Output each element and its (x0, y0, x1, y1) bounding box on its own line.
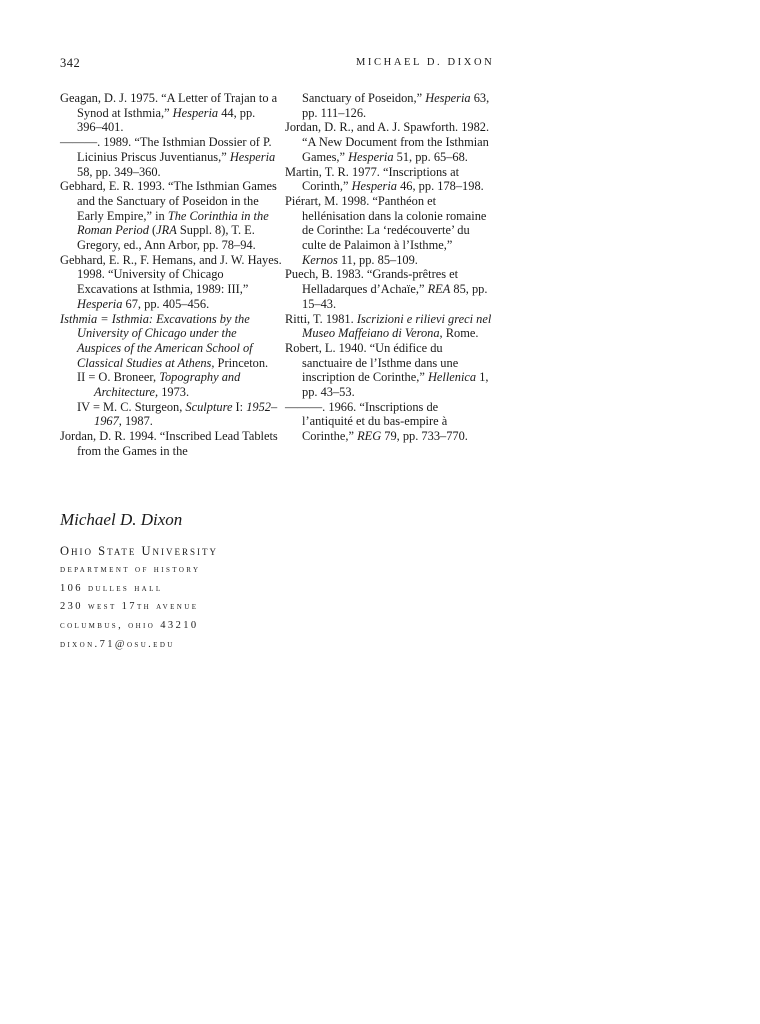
reference-entry: Martin, T. R. 1977. “Inscriptions at Corinth,” Hesperia 46, pp. 178–198. (285, 164, 484, 194)
reference-entry: Piérart, M. 1998. “Panthéon et hellénisation dans la colonie romaine de Corinthe: La ‘redécouverte’ du culte de Palaimon à l’Isthme,” Kernos 11, pp. 85–109. (285, 193, 487, 267)
reference-entry: Puech, B. 1983. “Grands-prêtres et Helladarques d’Achaïe,” REA 85, pp. 15–43. (285, 267, 488, 311)
author-affiliation (60, 542, 218, 655)
references-column-right (285, 91, 490, 444)
affiliation-department: department of history (60, 563, 201, 575)
reference-entry: Jordan, D. R., and A. J. Spawforth. 1982. “A New Document from the Isthmian Games,” Hesperia 51, pp. 65–68. (285, 120, 490, 164)
reference-entry: II = O. Broneer, Topography and Architecture, 1973. (77, 370, 241, 400)
reference-entry: ———. 1989. “The Isthmian Dossier of P. Licinius Priscus Juventianus,” Hesperia 58, pp. 349–360. (60, 135, 276, 179)
reference-entry: Museo Maffeiano di Verona, Rome. (302, 326, 479, 341)
reference-entry: Geagan, D. J. 1975. “A Letter of Trajan to a Synod at Isthmia,” Hesperia 44, pp. 396–401. (60, 91, 278, 135)
affiliation-hall: 106 dulles hall (60, 582, 163, 594)
reference-entry: Robert, L. 1940. “Un édifice du sanctuaire de l’Isthme dans une inscription de Corinthe,” Hellenica 1, pp. 43–53. (285, 340, 489, 400)
reference-entry: Gebhard, E. R. 1993. “The Isthmian Games and the Sanctuary of Poseidon in the Early Empire,” in The Corinthia in the Roman Period (JRA Suppl. 8), T. E. Gregory, ed., Ann Arbor, pp. 78–94. (60, 179, 277, 253)
author-name: Michael D. Dixon (60, 510, 183, 529)
reference-entry: Isthmia = Isthmia: Excavations by the University of Chicago under the Auspices of the American School of Classical Studies at Athens, Princeton. (60, 311, 269, 370)
reference-entry: Ritti, T. 1981. Iscrizioni e rilievi greci nel (285, 311, 492, 326)
reference-entry: Gebhard, E. R., F. Hemans, and J. W. Hayes. 1998. “University of Chicago Excavations at Isthmia, 1989: III,” Hesperia 67, pp. 405–456. (60, 252, 282, 311)
reference-entry: IV = M. C. Sturgeon, Sculpture I: 1952–1967, 1987. (77, 399, 278, 429)
reference-entry: Jordan, D. R. 1994. “Inscribed Lead Tablets from the Games in the (60, 429, 278, 458)
affiliation-city: columbus, ohio 43210 (60, 620, 199, 632)
affiliation-university: Ohio State University (60, 544, 219, 558)
page-number: 342 (60, 56, 81, 70)
reference-entry: Sanctuary of Poseidon,” Hesperia 63, pp. 111–126. (302, 91, 490, 120)
reference-entry: ———. 1966. “Inscriptions de l’antiquité et du bas-empire à Corinthe,” REG 79, pp. 733–770. (285, 399, 468, 444)
running-head: MICHAEL D. DIXON (356, 57, 495, 68)
affiliation-email[interactable]: dixon.71@osu.edu (60, 638, 175, 650)
affiliation-street: 230 west 17th avenue (60, 601, 199, 613)
references-column-left (60, 91, 282, 459)
